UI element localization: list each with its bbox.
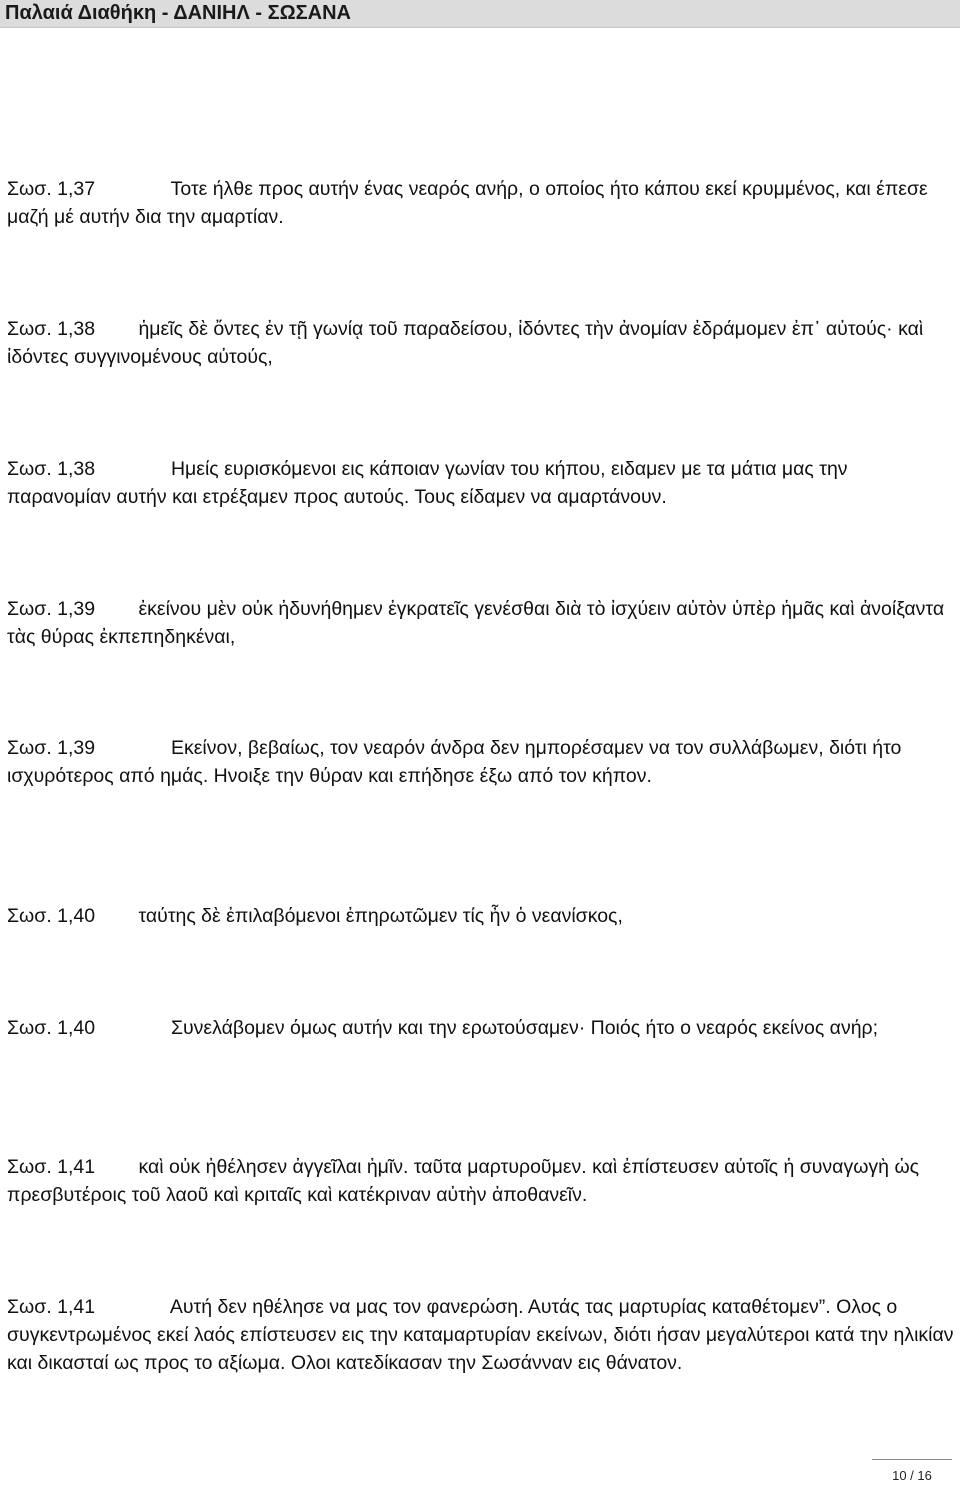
- verse-reference: Σωσ. 1,40: [7, 905, 96, 927]
- verse-gap: [95, 1156, 138, 1178]
- verse-gap: [95, 1017, 171, 1039]
- verse-text: Τοτε ήλθε προς αυτήν ένας νεαρός ανήρ, ο οποίος ήτο κάπου εκεί κρυμμένος, και έπεσε μαζή μέ αυτήν δια την αμαρτίαν.: [7, 178, 934, 228]
- verse-gap: [95, 178, 171, 200]
- verse-reference: Σωσ. 1,37: [7, 178, 96, 200]
- verse-gap: [95, 905, 138, 927]
- verse-text: ἐκείνου μὲν οὐκ ἠδυνήθημεν ἐγκρατεῖς γενέσθαι διὰ τὸ ἰσχύειν αὐτὸν ὑπὲρ ἡμᾶς καὶ ἀνοίξαντα τὰς θύρας ἐκπεπηδηκέναι,: [7, 598, 950, 648]
- verse-text: Συνελάβομεν όμως αυτήν και την ερωτούσαμεν· Ποιός ήτο ο νεαρός εκείνος ανήρ;: [170, 1017, 879, 1039]
- verse-1-41-modern: [7, 1293, 959, 1377]
- verse-reference: Σωσ. 1,41: [7, 1156, 96, 1178]
- verse-text: Εκείνον, βεβαίως, τον νεαρόν άνδρα δεν ημπορέσαμεν να τον συλλάβωμεν, διότι ήτο ισχυρότερος από ημάς. Ηνοιξε την θύραν και επήδησε έξω από τον κήπον.: [7, 737, 907, 787]
- verse-reference: Σωσ. 1,39: [7, 598, 96, 620]
- verse-gap: [95, 318, 138, 340]
- verse-1-39-ancient: [7, 595, 955, 651]
- verse-1-39-modern: [7, 734, 955, 790]
- verse-reference: Σωσ. 1,38: [7, 318, 96, 340]
- verse-gap: [95, 598, 138, 620]
- verse-text: Αυτή δεν ηθέλησε να μας τον φανερώση. Αυτάς τας μαρτυρίας καταθέτομεν”. Ολος ο συγκεντρωμένος εκεί λαός επίστευσεν εις την καταμαρτυρίαν εκείνων, διότι ήσαν μεγαλύτεροι κατά την ηλικίαν και δικασταί ως προς το αξίωμα. Ολοι κατεδίκασαν την Σωσάνναν εις θάνατον.: [7, 1296, 959, 1374]
- verse-text: Ημείς ευρισκόμενοι εις κάποιαν γωνίαν του κήπου, ειδαμεν με τα μάτια μας την παρανομίαν αυτήν και ετρέξαμεν προς αυτούς. Τους είδαμεν να αμαρτάνουν.: [7, 458, 853, 508]
- page-header: [0, 0, 960, 28]
- verse-1-40-modern: [7, 1014, 955, 1042]
- verse-1-38-ancient: [7, 315, 955, 371]
- verse-1-41-ancient: [7, 1153, 955, 1209]
- verse-gap: [95, 737, 171, 759]
- page-title: Παλαιά Διαθήκη - ΔΑΝΙΗΛ - ΣΩΣΑΝΑ: [5, 2, 351, 24]
- page-number: 10 / 16: [892, 1468, 932, 1483]
- verse-reference: Σωσ. 1,41: [7, 1296, 96, 1318]
- verse-text: καὶ οὐκ ἠθέλησεν ἀγγεῖλαι ἡμῖν. ταῦτα μαρτυροῦμεν. καὶ ἐπίστευσεν αὐτοῖς ἡ συναγωγὴ ὡς πρεσβυτέροις τοῦ λαοῦ καὶ κριταῖς καὶ κατέκριναν αὐτὴν ἀποθανεῖν.: [7, 1156, 925, 1206]
- verse-1-38-modern: [7, 455, 955, 511]
- verse-reference: Σωσ. 1,40: [7, 1017, 96, 1039]
- verse-gap: [95, 1296, 170, 1318]
- verse-gap: [95, 458, 171, 480]
- verse-reference: Σωσ. 1,39: [7, 737, 96, 759]
- verse-1-40-ancient: [7, 902, 955, 930]
- footer-divider: [872, 1459, 952, 1460]
- verse-1-37-modern: [7, 175, 955, 231]
- verse-text: ταύτης δὲ ἐπιλαβόμενοι ἐπηρωτῶμεν τίς ἦν ὁ νεανίσκος,: [138, 905, 623, 927]
- verse-reference: Σωσ. 1,38: [7, 458, 96, 480]
- verse-text: ἡμεῖς δὲ ὄντες ἐν τῇ γωνίᾳ τοῦ παραδείσου, ἰδόντες τὴν ἀνομίαν ἐδράμομεν ἐπ᾿ αὐτούς· καὶ ἰδόντες συγγινομένους αὐτούς,: [7, 318, 929, 368]
